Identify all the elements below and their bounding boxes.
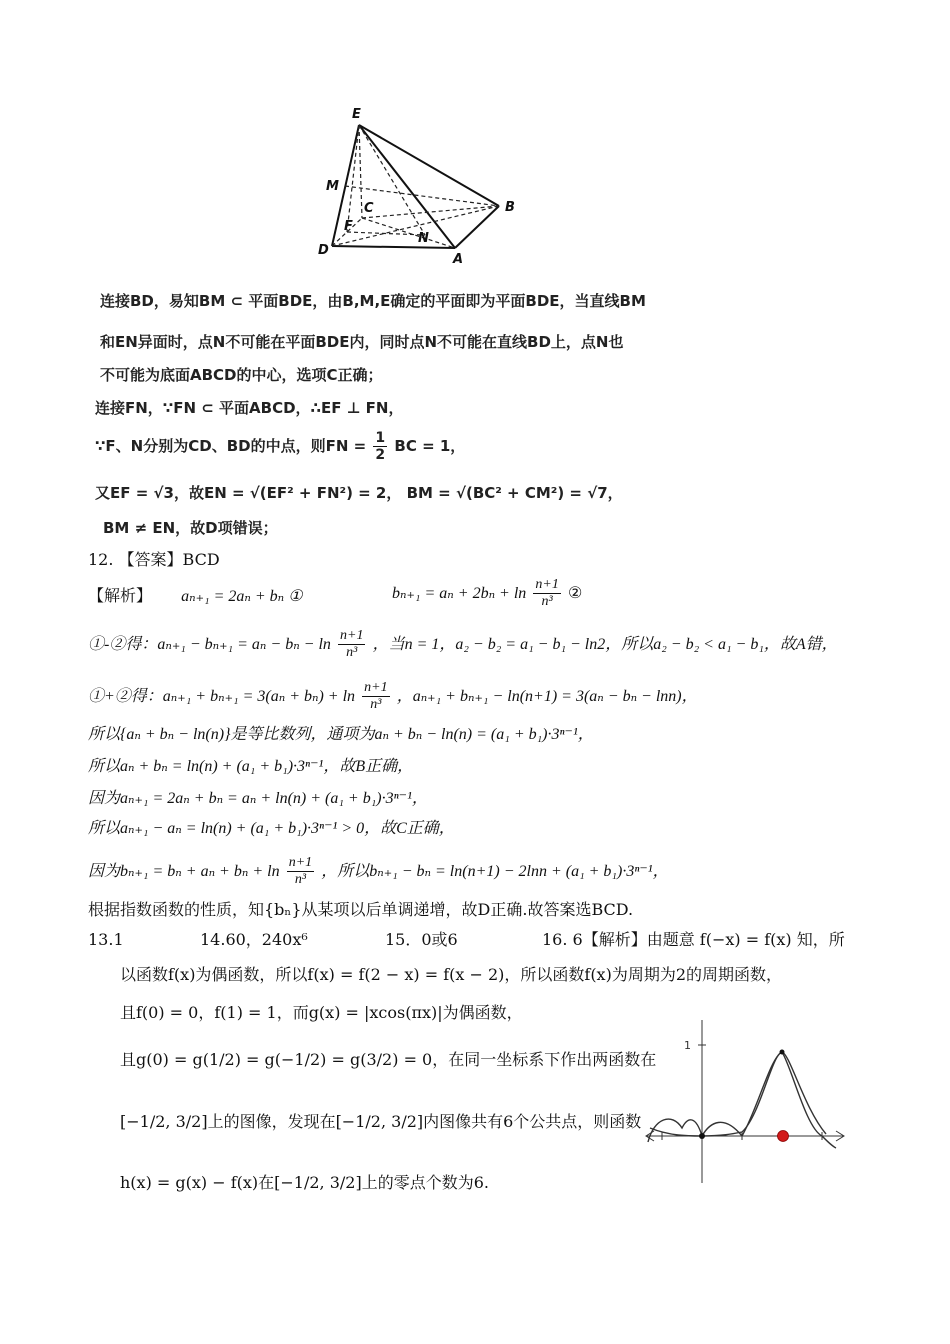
q12-eq2-b: ②	[567, 583, 583, 602]
q12-line7	[88, 855, 669, 888]
sol11-frac-den: 2	[375, 447, 386, 463]
pyramid-figure	[312, 100, 527, 270]
sol11-line1: 连接BD，易知BM ⊂ 平面BDE，由B,M,E确定的平面即为平面BDE，当直线BM	[100, 292, 646, 310]
q12-line3: 所以{aₙ + bₙ − ln(n)}是等比数列，通项为aₙ + bₙ − ln(n) = (a₁ + b₁)·3ⁿ⁻¹，	[88, 726, 594, 743]
red-point	[778, 1131, 789, 1142]
label-D: D	[318, 243, 329, 258]
sol11-line2: 和EN异面时，点N不可能在平面BDE内，同时点N不可能在直线BD上，点N也	[100, 333, 624, 351]
q12-l1-den: n³	[346, 645, 358, 660]
q16-line3: 且g(0) = g(1/2) = g(−1/2) = g(3/2) = 0，在同一坐标系下作出两函数在	[120, 1050, 657, 1069]
q12-eq2-frac	[533, 577, 560, 610]
q12-l7-frac	[287, 855, 314, 888]
sol11-line5-b: BC = 1，	[394, 437, 466, 455]
q12-eq2-a: bₙ₊₁ = aₙ + 2bₙ + ln	[392, 585, 527, 602]
q12-line2	[88, 680, 698, 713]
edge-EA	[359, 125, 455, 248]
sol11-frac-num: 1	[375, 430, 386, 446]
y-tick-label: 1	[684, 1039, 691, 1052]
sol11-line7: BM ≠ EN，故D项错误；	[103, 519, 278, 537]
label-B: B	[505, 200, 515, 215]
q12-l7-den: n³	[294, 872, 307, 887]
q12-eq2-den: n³	[541, 594, 553, 609]
q12-eq2-num: n+1	[535, 577, 559, 592]
sol11-line6: 又EF = √3，故EN = √(EF² + FN²) = 2， BM = √(BC² + CM²) = √7，	[95, 484, 623, 502]
edge-AB	[455, 206, 499, 248]
answer-q15: 15．0或6	[385, 930, 458, 949]
q12-line1	[88, 628, 838, 661]
q12-l1-frac	[338, 628, 365, 661]
q16-line5: h(x) = g(x) − f(x)在[−1/2, 3/2]上的零点个数为6.	[120, 1173, 489, 1192]
edge-EC	[359, 125, 362, 218]
edge-DA	[332, 246, 455, 248]
label-F: F	[344, 219, 353, 234]
q12-l2-a: ①+②得：aₙ₊₁ + bₙ₊₁ = 3(aₙ + bₙ) + ln	[88, 688, 356, 705]
q12-l2-frac	[362, 680, 389, 713]
sol11-line5	[95, 430, 465, 463]
q12-line8: 根据指数函数的性质，知{bₙ}从某项以后单调递增，故D正确.故答案选BCD.	[88, 900, 634, 919]
sol11-frac	[373, 430, 387, 463]
q12-l1-b: ，当n = 1，a₂ − b₂ = a₁ − b₁ − ln2，所以a₂ − b₂ < a₁ − b₁，故A错，	[372, 636, 838, 653]
label-A: A	[453, 252, 464, 267]
edge-EB	[359, 125, 499, 206]
edge-EN	[359, 125, 425, 235]
sol11-line4: 连接FN，∵FN ⊂ 平面ABCD，∴EF ⊥ FN，	[95, 399, 404, 417]
label-N: N	[418, 231, 429, 246]
q16-line4: [−1/2, 3/2]上的图像，发现在[−1/2, 3/2]内图像共有6个公共点，则函数	[120, 1112, 642, 1131]
label-C: C	[364, 201, 374, 216]
q12-l2-b: ，aₙ₊₁ + bₙ₊₁ − ln(n+1) = 3(aₙ − bₙ − lnn)，	[396, 688, 698, 705]
sol11-line5-a: ∵F、N分别为CD、BD的中点，则FN =	[95, 437, 367, 455]
sol11-line3: 不可能为底面ABCD的中心，选项C正确；	[100, 366, 383, 384]
q12-l1-a: ①-②得：aₙ₊₁ − bₙ₊₁ = aₙ − bₙ − ln	[88, 636, 331, 653]
q12-eq2-line	[392, 577, 582, 610]
edge-DB	[332, 206, 499, 246]
edge-EF	[347, 125, 359, 232]
intersection-point	[699, 1133, 705, 1139]
q12-l7-a: 因为bₙ₊₁ = bₙ + aₙ + bₙ + ln	[88, 863, 280, 880]
q12-line5: 因为aₙ₊₁ = 2aₙ + bₙ = aₙ + ln(n) + (a₁ + b₁)·3ⁿ⁻¹，	[88, 790, 428, 807]
q12-answer: 12. 【答案】BCD	[88, 550, 220, 569]
curve-f	[650, 1052, 826, 1136]
answer-q16-head: 16. 6【解析】由题意 f(−x) = f(x) 知，所	[542, 930, 845, 949]
q12-l2-num: n+1	[364, 680, 388, 695]
q16-line1: 以函数f(x)为偶函数，所以f(x) = f(2 − x) = f(x − 2)，所以函数f(x)为周期为2的周期函数，	[120, 965, 783, 984]
q16-line2: 且f(0) = 0，f(1) = 1，而g(x) = |xcos(πx)|为偶函数，	[120, 1003, 523, 1022]
q12-l2-den: n³	[370, 697, 382, 712]
q12-eq1: aₙ₊₁ = 2aₙ + bₙ ①	[181, 588, 303, 605]
q12-tag: 【解析】	[88, 586, 153, 605]
answer-q14: 14.60，240x⁶	[200, 930, 308, 949]
edge-FN	[347, 232, 425, 235]
q12-eq-line	[88, 585, 303, 608]
label-M: M	[326, 179, 339, 194]
q12-l7-num: n+1	[288, 855, 313, 870]
label-E: E	[352, 107, 361, 122]
q12-l1-num: n+1	[340, 628, 364, 643]
q12-line6: 所以aₙ₊₁ − aₙ = ln(n) + (a₁ + b₁)·3ⁿ⁻¹ > 0，故C正确，	[88, 820, 455, 837]
answer-q13: 13.1	[88, 930, 124, 949]
function-graph	[640, 1018, 850, 1188]
peak-point	[780, 1050, 785, 1055]
q12-line4: 所以aₙ + bₙ = ln(n) + (a₁ + b₁)·3ⁿ⁻¹，故B正确，	[88, 758, 414, 775]
q12-l7-b: ，所以bₙ₊₁ − bₙ = ln(n+1) − 2lnn + (a₁ + b₁)·3ⁿ⁻¹，	[321, 863, 669, 880]
